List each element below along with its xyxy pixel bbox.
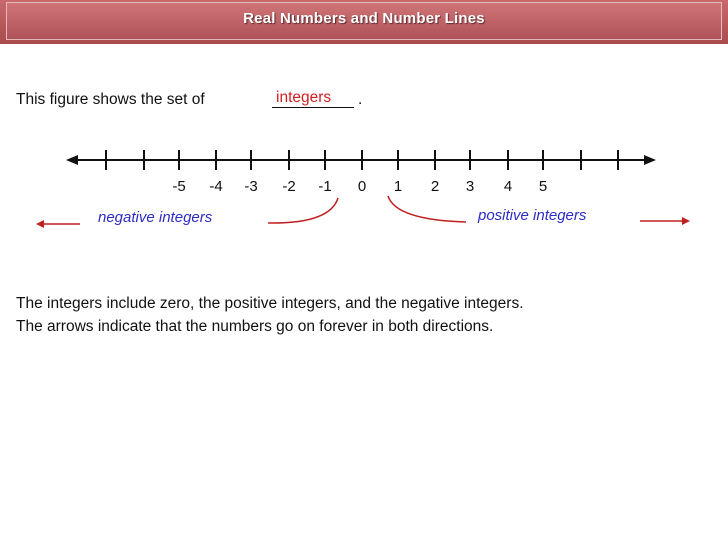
negative-arrowhead-icon (36, 220, 44, 228)
tick-label: -3 (244, 178, 258, 195)
tick-label: 4 (503, 178, 513, 195)
positive-pointer-curve (388, 196, 466, 222)
title-bar (0, 0, 728, 44)
tick-label: 0 (357, 178, 367, 195)
tick-label: -5 (172, 178, 186, 195)
prompt-period: . (358, 91, 363, 108)
positive-arrowhead-icon (682, 217, 690, 225)
slide-title: Real Numbers and Number Lines (243, 10, 485, 27)
right-arrowhead-icon (644, 155, 656, 165)
tick-label: -1 (318, 178, 332, 195)
tick-label: -4 (209, 178, 223, 195)
answer-text: integers (276, 89, 332, 106)
explanation-line-1: The integers include zero, the positive integers, and the negative integers. (16, 295, 524, 312)
tick-label: -2 (282, 178, 296, 195)
tick-label: 2 (430, 178, 440, 195)
tick-label: 3 (465, 178, 475, 195)
explanation-text (16, 292, 524, 338)
tick-label: 1 (393, 178, 403, 195)
explanation-line-2: The arrows indicate that the numbers go on forever in both directions. (16, 318, 494, 335)
negative-integers-label: negative integers (98, 209, 213, 226)
positive-integers-label: positive integers (478, 207, 587, 224)
negative-pointer-curve (268, 198, 338, 223)
left-arrowhead-icon (66, 155, 78, 165)
prompt-text: This figure shows the set of (16, 91, 205, 108)
tick-label: 5 (538, 178, 548, 195)
